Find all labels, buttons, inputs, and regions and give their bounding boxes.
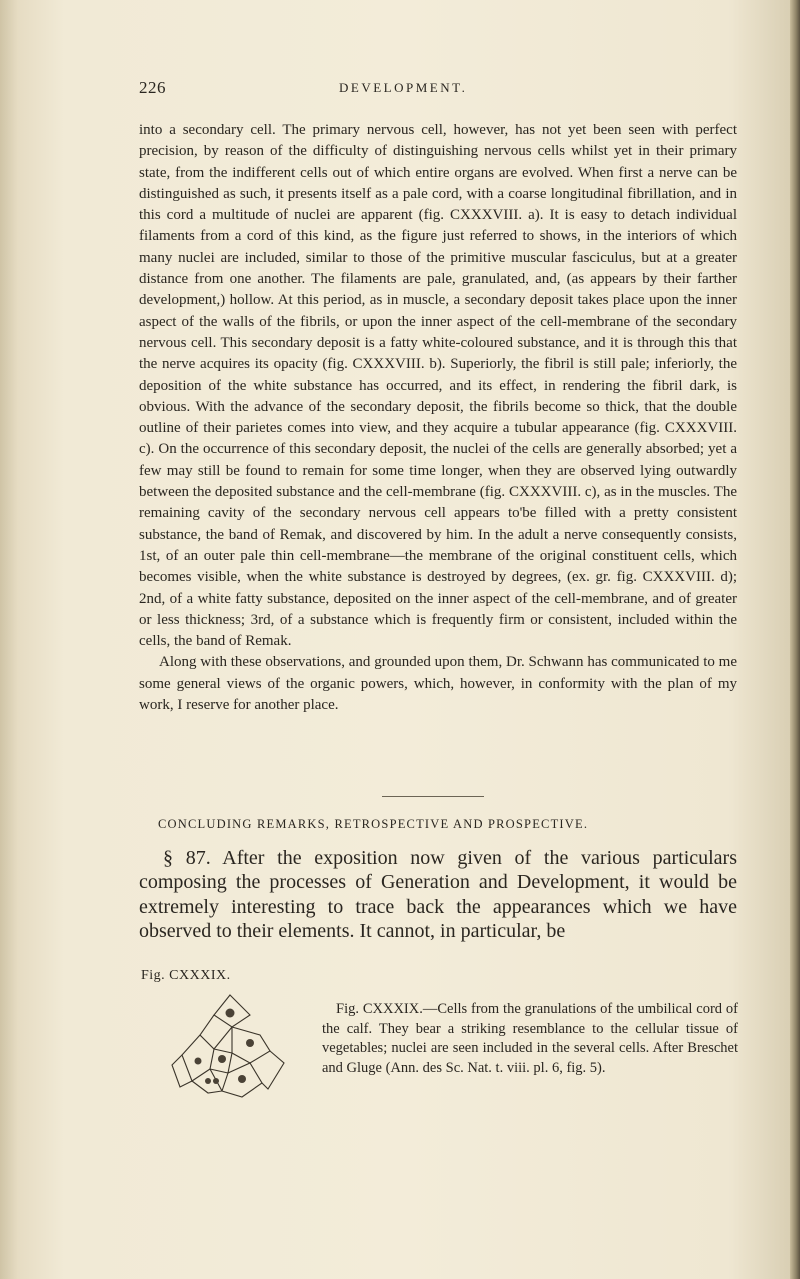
nucleus bbox=[238, 1075, 246, 1083]
section-divider bbox=[382, 796, 484, 797]
cell-outline bbox=[172, 1055, 192, 1087]
page-number: 226 bbox=[139, 78, 166, 97]
section-heading: CONCLUDING REMARKS, RETROSPECTIVE AND PROSPECTIVE. bbox=[158, 817, 589, 831]
section-body bbox=[139, 846, 737, 944]
paragraph-nerve-development: into a secondary cell. The primary nervous cell, however, has not yet been seen with perfect precision, by reason of the difficulty of distinguishing nervous cells whilst yet in their primary state, from the indifferent cells out of which entire organs are evolved. When first a nerve can be distinguished as such, it presents itself as a pale cord, with a coarse longitudinal fibrillation, and in this cord a multitude of nuclei are apparent (fig. CXXXVIII. a). It is easy to detach individual filaments from a cord of this kind, as the figure just referred to shows, in the interiors of which many nuclei are included, similar to those of the primitive muscular fasciculus, but at a greater distance from one another. The filaments are pale, granulated, and, (as appears by their farther development,) hollow. At this period, as in muscle, a secondary deposit takes place upon the inner aspect of the walls of the fibrils, or upon the inner aspect of the cell-membrane of the secondary nervous cell. This secondary deposit is a fatty white-coloured substance, and it is through this that the nerve acquires its opacity (fig. CXXXVIII. b). Superiorly, the fibril is still pale; inferiorly, the deposition of the white substance has occurred, and its effect, in rendering the fibril dark, is obvious. With the advance of the secondary deposit, the fibrils become so thick, that the double outline of their parietes comes into view, and they acquire a tubular appearance (fig. CXXXVIII. c). On the occurrence of this secondary deposit, the nuclei of the cells are generally absorbed; yet a few may still be found to remain for some time longer, when they are observed lying outwardly between the deposited substance and the cell-membrane (fig. CXXXVIII. c), as in the muscles. The remaining cavity of the secondary nervous cell appears to'be filled with a pretty consistent substance, the band of Remak, and discovered by him. In the adult a nerve consequently consists, 1st, of an outer pale thin cell-membrane—the membrane of the original constituent cells, which becomes visible, when the white substance is destroyed by degrees, (ex. gr. fig. CXXXVIII. d); 2nd, of a white fatty substance, deposited on the inner aspect of the cell-membrane, and of greater or less thickness; 3rd, of a substance which is frequently firm or consistent, included within the cells, the band of Remak. bbox=[139, 122, 737, 650]
page-left-shadow bbox=[0, 0, 18, 1279]
nucleus bbox=[218, 1055, 226, 1063]
figure-label: Fig. CXXXIX. bbox=[141, 968, 231, 983]
cell-outline bbox=[200, 1015, 232, 1049]
figure-cells-illustration bbox=[170, 993, 290, 1103]
nucleus bbox=[226, 1009, 235, 1018]
cell-outline bbox=[182, 1035, 210, 1081]
running-head: DEVELOPMENT. bbox=[339, 80, 468, 95]
nucleus bbox=[246, 1039, 254, 1047]
figure-caption bbox=[322, 1000, 738, 1078]
figure-caption-text: Fig. CXXXIX.—Cells from the granulations of the umbilical cord of the calf. They bear a striking resemblance to the cellular tissue of vegetables; nuclei are seen included in the several cells. After Breschet and Gluge (Ann. des Sc. Nat. t. viii. pl. 6, fig. 5). bbox=[322, 1001, 738, 1076]
cell-outline bbox=[262, 1051, 284, 1089]
page-right-edge bbox=[790, 0, 800, 1279]
paragraph-schwann: Along with these observations, and grounded upon them, Dr. Schwann has communicated to me some general views of the organic powers, which, however, in conformity with the plan of my work, I reserve for another place. bbox=[139, 654, 737, 714]
nucleus bbox=[213, 1078, 219, 1084]
cells-drawing bbox=[170, 993, 290, 1103]
nucleus bbox=[195, 1058, 202, 1065]
body-text bbox=[139, 120, 737, 716]
page-header bbox=[139, 78, 739, 98]
paragraph-section-87: § 87. After the exposition now given of the various particulars composing the processes of Generation and Development, it would be extremely interesting to trace back the appearances which we have observed to their elements. It cannot, in particular, be bbox=[139, 847, 737, 943]
nucleus bbox=[205, 1078, 211, 1084]
